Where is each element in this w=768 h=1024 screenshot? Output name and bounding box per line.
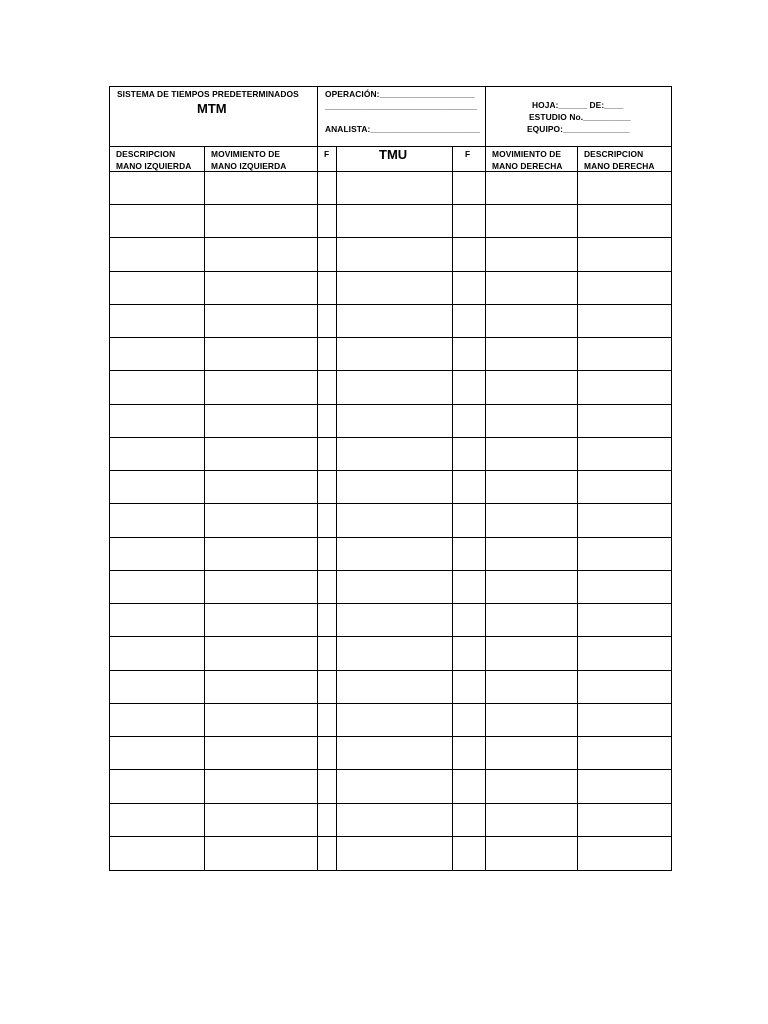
col-header-desc-left-line2: MANO IZQUIERDA	[116, 160, 192, 171]
table-row[interactable]	[110, 471, 671, 504]
table-row[interactable]	[110, 671, 671, 704]
system-title-cell	[110, 87, 318, 146]
col-header-f-left-label: F	[324, 149, 330, 159]
method-title: MTM	[197, 101, 227, 116]
table-row[interactable]	[110, 305, 671, 338]
study-number-field[interactable]: ESTUDIO No.__________	[529, 112, 631, 122]
col-header-desc-right	[578, 147, 671, 171]
operation-cell	[318, 87, 486, 146]
table-row[interactable]	[110, 272, 671, 305]
team-field[interactable]: EQUIPO:______________	[527, 124, 630, 134]
table-row[interactable]	[110, 571, 671, 604]
table-row[interactable]	[110, 637, 671, 670]
table-row[interactable]	[110, 504, 671, 537]
form-header	[110, 87, 671, 147]
operation-field[interactable]: OPERACIÓN:____________________	[325, 89, 475, 99]
table-row[interactable]	[110, 837, 671, 870]
sheet-number-field[interactable]: HOJA:______ DE:____	[532, 100, 624, 110]
col-header-desc-right-line2: MANO DERECHA	[584, 160, 655, 171]
table-row[interactable]	[110, 704, 671, 737]
col-header-desc-left	[110, 147, 205, 171]
table-row[interactable]	[110, 538, 671, 571]
col-header-mov-left-line1: MOVIMIENTO DE	[211, 149, 281, 159]
table-row[interactable]	[110, 172, 671, 205]
table-row[interactable]	[110, 770, 671, 803]
analyst-field[interactable]: ANALISTA:_______________________	[325, 124, 480, 134]
col-header-desc-right-line1: DESCRIPCION	[584, 149, 644, 159]
sheet-info-cell	[486, 87, 671, 146]
mtm-form	[109, 86, 672, 871]
table-row[interactable]	[110, 205, 671, 238]
table-row[interactable]	[110, 405, 671, 438]
col-header-tmu-label: TMU	[379, 147, 408, 162]
col-header-mov-right-line2: MANO DERECHA	[492, 160, 563, 171]
elements-table	[110, 147, 671, 870]
table-row[interactable]	[110, 604, 671, 637]
table-row[interactable]	[110, 371, 671, 404]
col-header-f-right	[453, 147, 486, 171]
col-header-f-left	[318, 147, 337, 171]
table-row[interactable]	[110, 238, 671, 271]
col-header-mov-right-line1: MOVIMIENTO DE	[492, 149, 562, 159]
table-row[interactable]	[110, 338, 671, 371]
col-header-tmu	[337, 147, 453, 171]
system-title: SISTEMA DE TIEMPOS PREDETERMINADOS	[117, 89, 299, 99]
col-header-mov-left	[205, 147, 317, 171]
col-header-mov-left-line2: MANO IZQUIERDA	[211, 160, 287, 171]
operation-field-line2[interactable]: ________________________________	[325, 101, 478, 111]
table-row[interactable]	[110, 804, 671, 837]
col-header-f-right-label: F	[465, 149, 471, 159]
table-row[interactable]	[110, 737, 671, 770]
col-header-mov-right	[486, 147, 577, 171]
table-row[interactable]	[110, 438, 671, 471]
col-header-desc-left-line1: DESCRIPCION	[116, 149, 176, 159]
